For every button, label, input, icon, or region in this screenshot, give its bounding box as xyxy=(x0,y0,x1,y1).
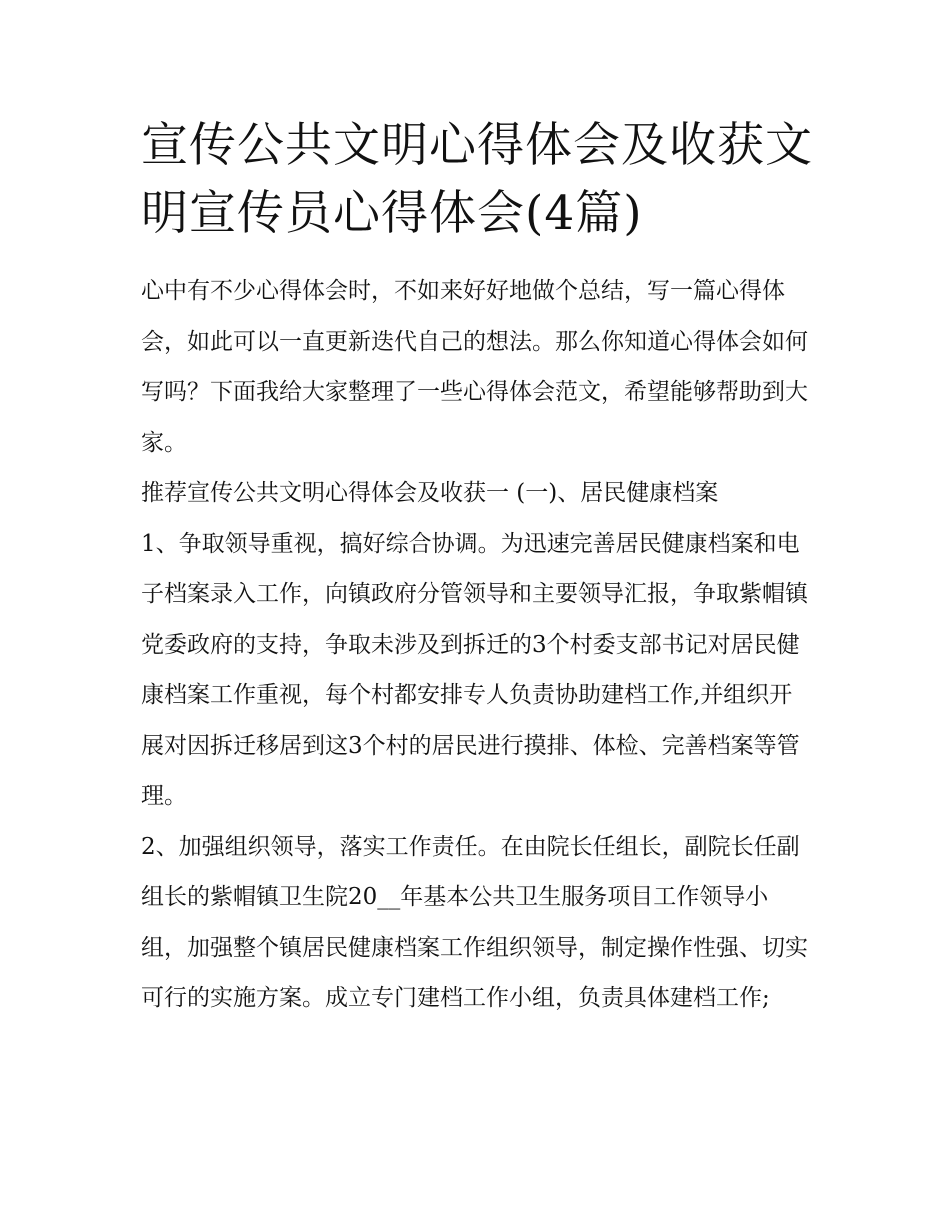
paragraph-item-2: 2、加强组织领导，落实工作责任。在由院长任组长，副院长任副组长的紫帽镇卫生院20__年基本公共卫生服务项目工作领导小组，加强整个镇居民健康档案工作组织领导，制定操作性强、切实可行的实施方案。成立专门建档工作小组，负责具体建档工作; xyxy=(141,833,808,1011)
document-page xyxy=(141,112,813,1024)
paragraph-item-1: 1、争取领导重视，搞好综合协调。为迅速完善居民健康档案和电子档案录入工作，向镇政府分管领导和主要领导汇报，争取紫帽镇党委政府的支持，争取未涉及到拆迁的3个村委支部书记对居民健康档案工作重视，每个村都安排专人负责协助建档工作,并组织开展对因拆迁移居到这3个村的居民进行摸排、体检、完善档案等管理。 xyxy=(141,530,808,809)
document-body xyxy=(141,266,813,1024)
paragraph-intro: 心中有不少心得体会时，不如来好好地做个总结，写一篇心得体会，如此可以一直更新迭代自己的想法。那么你知道心得体会如何写吗？下面我给大家整理了一些心得体会范文，希望能够帮助到大家。 xyxy=(141,278,808,456)
paragraph-section-heading: 推荐宣传公共文明心得体会及收获一 (一)、居民健康档案 xyxy=(141,480,719,506)
document-title: 宣传公共文明心得体会及收获文明宣传员心得体会(4篇) xyxy=(141,118,813,241)
